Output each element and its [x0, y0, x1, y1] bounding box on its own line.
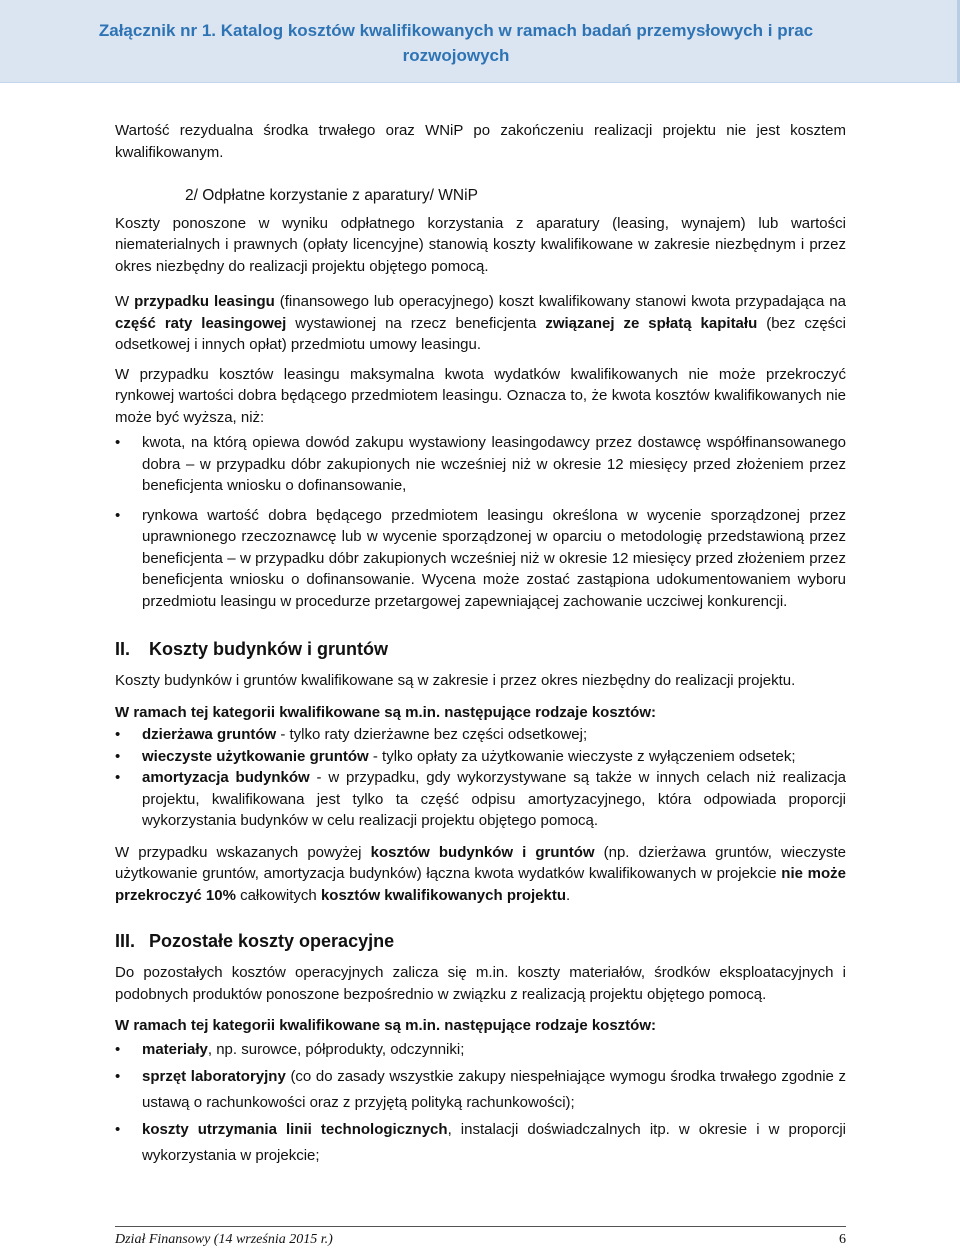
list-item	[115, 1037, 846, 1063]
section-III-bullet-list	[115, 1037, 846, 1169]
section-II-subheading	[115, 702, 846, 724]
text-run: .	[566, 886, 571, 904]
section-2-leasing-paragraph	[115, 291, 846, 356]
list-item	[115, 746, 846, 768]
bold-run: W ramach tej kategorii kwalifikowane są m.in. następujące rodzaje kosztów:	[115, 703, 656, 721]
bold-run: W ramach tej kategorii kwalifikowane są m.in. następujące rodzaje kosztów:	[115, 1017, 656, 1034]
list-item	[115, 767, 846, 832]
text-run: (bez części odsetkowej i innych opłat) przedmiotu umowy leasingu.	[115, 314, 846, 353]
text-run: całkowitych	[235, 886, 321, 904]
text-run: (np. dzierżawa gruntów, wieczyste użytkowanie gruntów, amortyzacja budynków) łączna kwota wydatków kwalifikowanych w projekcie	[115, 843, 846, 882]
document-header-title: Załącznik nr 1. Katalog kosztów kwalifikowanych w ramach badań przemysłowych i prac rozwojowych	[98, 21, 814, 65]
list-item	[115, 1064, 846, 1116]
page-number: 6	[839, 1232, 846, 1247]
bold-run: amortyzacja budynków	[142, 769, 310, 786]
footer-divider	[115, 1226, 846, 1227]
intro-paragraph: Wartość rezydualna środka trwałego oraz WNiP po zakończeniu realizacji projektu nie jest kosztem kwalifikowanym.	[115, 122, 846, 161]
bold-run: koszty utrzymania linii technologicznych	[142, 1120, 448, 1138]
bold-run: materiały	[142, 1040, 208, 1058]
section-number: III.	[115, 931, 136, 951]
section-II-paragraph-1: Koszty budynków i gruntów kwalifikowane są w zakresie i przez okres niezbędny do realizacji projektu.	[115, 672, 796, 689]
section-number: II.	[115, 639, 131, 659]
section-2-paragraph-1: Koszty ponoszone w wyniku odpłatnego korzystania z aparatury (leasing, wynajem) lub wartości niematerialnych i prawnych (opłaty licencyjne) stanowią koszty kwalifikowane w zakresie niezbędnym i przez okres niezbędny do realizacji projektu objętego pomocą.	[115, 214, 846, 275]
document-body	[115, 120, 846, 1170]
bold-run: dzierżawa gruntów	[142, 726, 277, 743]
bold-run: sprzęt laboratoryjny	[142, 1067, 286, 1085]
section-title: Pozostałe koszty operacyjne	[149, 931, 395, 951]
text-run: , instalacji doświadczalnych itp. w okresie i w proporcji wykorzystania w projekcie;	[142, 1120, 846, 1164]
text-run: wystawionej na rzecz beneficjenta	[286, 314, 546, 332]
section-II-bullet-list	[115, 724, 846, 832]
section-II-paragraph-2	[115, 842, 846, 907]
section-III-paragraph-1: Do pozostałych kosztów operacyjnych zalicza się m.in. koszty materiałów, środków eksploatacyjnych i podobnych produktów ponoszone bezpośrednio w związku z realizacją projektu objętego pomocą.	[115, 964, 846, 1003]
section-III-subheading	[115, 1015, 846, 1037]
section-III-heading	[115, 928, 846, 954]
bold-run: wieczyste użytkowanie gruntów	[142, 747, 369, 765]
list-item	[115, 1117, 846, 1169]
section-2-heading: 2/ Odpłatne korzystanie z aparatury/ WNiP	[185, 187, 478, 204]
list-item	[115, 724, 846, 746]
text-run: (co do zasady wszystkie zakupy niespełniające wymogu środka trwałego zgodnie z ustawą o rachunkowości oraz z przyjętą polityką rachunkowości);	[142, 1067, 847, 1111]
bold-run: przypadku leasingu	[134, 293, 275, 310]
text-run: (finansowego lub operacyjnego) koszt kwalifikowany stanowi kwota przypadająca na	[274, 293, 846, 310]
text-run: - tylko raty dzierżawne bez części odsetkowej;	[276, 726, 588, 743]
bold-run: związanej ze spłatą kapitału	[545, 314, 758, 332]
section-2-paragraph-3: W przypadku kosztów leasingu maksymalna kwota wydatków kwalifikowanych nie może przekroczyć rynkowej wartości dobra będącego przedmiotem leasingu. Oznacza to, że kwota kosztów kwalifikowanych nie może być wyższa, niż:	[115, 365, 846, 426]
text-run: W przypadku wskazanych powyżej	[115, 843, 371, 861]
bold-run: nie może przekroczyć 10%	[115, 865, 846, 904]
text-run: - w przypadku, gdy wykorzystywane są także w innych celach niż realizacja projektu, kwalifikowana jest tylko ta część odpisu amortyzacyjnego, która odpowiada proporcji wykorzystania budynków w celu realizacji projektu objętego pomocą.	[142, 769, 847, 829]
bold-run: część raty leasingowej	[115, 314, 287, 332]
text-run: - tylko opłaty za użytkowanie wieczyste z wyłączeniem odsetek;	[368, 747, 796, 765]
page-footer	[115, 1232, 846, 1248]
text-run: W	[115, 293, 135, 310]
bold-run: kosztów budynków i gruntów	[370, 843, 595, 861]
section-2-bullet-list	[115, 432, 846, 612]
text-run: , np. surowce, półprodukty, odczynniki;	[207, 1040, 465, 1058]
list-item: • rynkowa wartość dobra będącego przedmiotem leasingu określona w wycenie sporządzonej przez uprawnionego rzeczoznawcę lub w wycenie sporządzonej w oparciu o metodologię przedstawioną przez beneficjenta – w przypadku dóbr zakupionych wcześniej niż w okresie 12 miesięcy przed złożeniem przez beneficjenta wniosku o dofinansowanie. Wycena może zostać zastąpiona udokumentowaniem wyboru przedmiotu leasingu w procedurze przetargowej zapewniającej zachowanie uczciwej konkurencji.	[115, 505, 846, 613]
header-band	[0, 0, 960, 83]
bold-run: kosztów kwalifikowanych projektu	[320, 886, 566, 904]
section-title: Koszty budynków i gruntów	[149, 639, 388, 659]
footer-department-date: Dział Finansowy (14 września 2015 r.)	[115, 1232, 333, 1247]
list-item: • kwota, na którą opiewa dowód zakupu wystawiony leasingodawcy przez dostawcę współfinansowanego dobra – w przypadku dóbr zakupionych nie wcześniej niż w okresie 12 miesięcy przed złożeniem przez beneficjenta wniosku o dofinansowanie,	[115, 432, 846, 497]
section-II-heading	[115, 636, 846, 662]
